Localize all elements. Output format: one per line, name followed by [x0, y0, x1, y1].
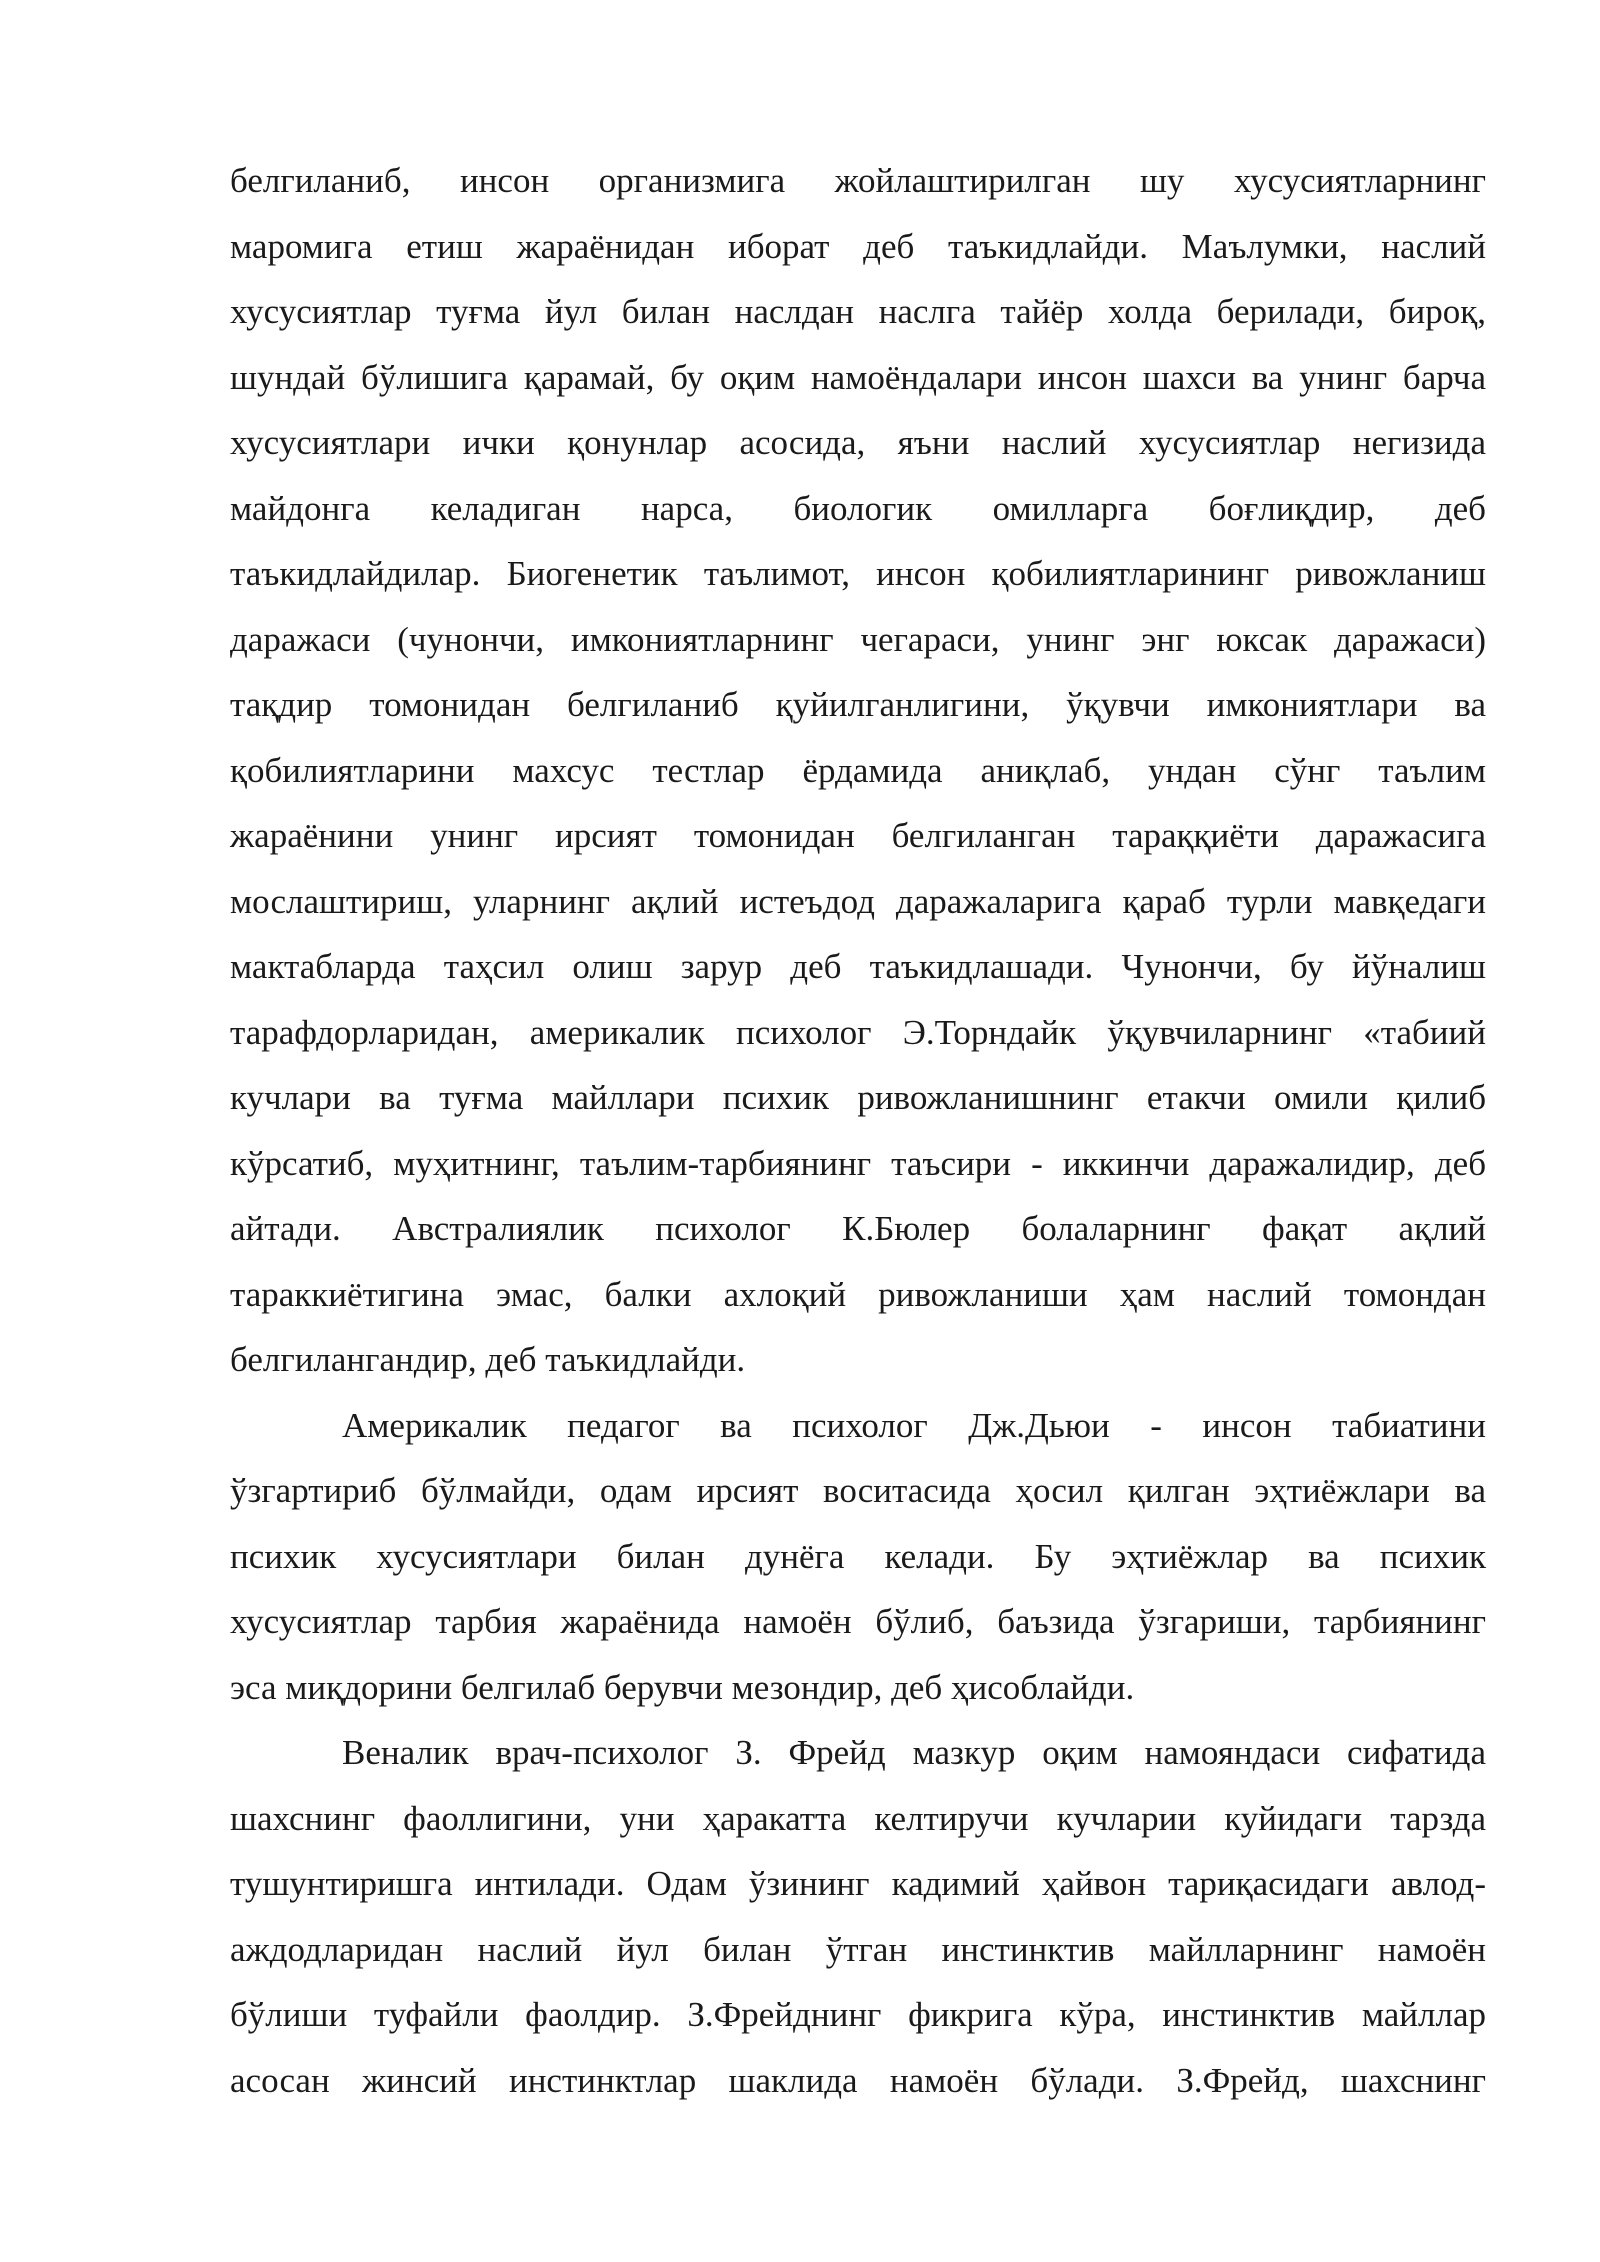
text-line: ўзгартириб бўлмайди, одам ирсият воситасида ҳосил қилган эҳтиёжлари ва: [230, 1471, 1486, 1510]
text-line: жараёнини унинг ирсият томонидан белгиланган тараққиёти даражасига: [230, 816, 1486, 855]
text-line: кўрсатиб, муҳитнинг, таълим-тарбиянинг таъсири - иккинчи даражалидир, деб: [230, 1143, 1486, 1183]
text-line: мослаштириш, уларнинг ақлий истеъдод даражаларига қараб турли мавқедаги: [230, 881, 1486, 921]
text-line: Веналик врач-психолог З. Фрейд мазкур оқим намояндаси сифатида: [342, 1733, 1486, 1772]
text-line: психик хусусиятлари билан дунёга келади. Бу эҳтиёжлар ва психик: [230, 1536, 1486, 1576]
text-line: кучлари ва туғма майллари психик ривожланишнинг етакчи омили қилиб: [230, 1078, 1486, 1117]
text-line: тараккиётигина эмас, балки ахлоқий ривожланиши ҳам наслий томондан: [230, 1274, 1486, 1314]
text-line: эса миқдорини белгилаб берувчи мезондир, деб ҳисоблайди.: [230, 1667, 1135, 1707]
text-line: қобилиятларини махсус тестлар ёрдамида аниқлаб, ундан сўнг таълим: [230, 750, 1486, 790]
text-line: мактабларда таҳсил олиш зарур деб таъкидлашади. Чунончи, бу йўналиш: [230, 947, 1486, 986]
text-line: бўлиши туфайли фаолдир. З.Фрейднинг фикрига кўра, инстинктив майллар: [230, 1995, 1486, 2034]
text-line: аждодларидан наслий йул билан ўтган инстинктив майлларнинг намоён: [230, 1929, 1486, 1969]
text-line: хусусиятлари ички қонунлар асосида, яъни наслий хусусиятлар негизида: [230, 423, 1486, 462]
body-text: [230, 148, 1486, 2113]
paragraph-1: [230, 148, 1486, 1393]
text-line: айтади. Австралиялик психолог К.Бюлер болаларнинг фақат ақлий: [230, 1209, 1486, 1248]
text-line: даражаси (чунончи, имкониятларнинг чегараси, унинг энг юксак даражаси): [230, 619, 1486, 659]
text-line: маромига етиш жараёнидан иборат деб таъкидлайди. Маълумки, наслий: [230, 226, 1486, 266]
paragraph-2: [230, 1393, 1486, 1721]
text-line: шундай бўлишига қарамай, бу оқим намоёндалари инсон шахси ва унинг барча: [230, 357, 1486, 397]
text-line: шахснинг фаоллигини, уни ҳаракатта келтиручи кучларии куйидаги тарзда: [230, 1798, 1486, 1838]
text-line: белгиланиб, инсон организмига жойлаштирилган шу хусусиятларнинг: [230, 161, 1486, 200]
text-line: тарафдорларидан, америкалик психолог Э.Торндайк ўқувчиларнинг «табиий: [230, 1012, 1486, 1052]
text-line: таъкидлайдилар. Биогенетик таълимот, инсон қобилиятларининг ривожланиш: [230, 554, 1486, 593]
text-line: майдонга келадиган нарса, биологик омилларга боғлиқдир, деб: [230, 488, 1486, 528]
text-line: тақдир томонидан белгиланиб қуйилганлигини, ўқувчи имкониятлари ва: [230, 685, 1486, 724]
text-line: Америкалик педагог ва психолог Дж.Дьюи - инсон табиатини: [342, 1405, 1486, 1445]
text-line: хусусиятлар туғма йул билан наслдан наслга тайёр холда берилади, бироқ,: [230, 292, 1486, 331]
text-line: белгилангандир, деб таъкидлайди.: [230, 1340, 746, 1379]
text-line: тушунтиришга интилади. Одам ўзининг кадимий ҳайвон тариқасидаги авлод-: [230, 1864, 1486, 1903]
text-line: хусусиятлар тарбия жараёнида намоён бўлиб, баъзида ўзгариши, тарбиянинг: [230, 1602, 1486, 1641]
paragraph-3: [230, 1720, 1486, 2113]
text-line: асосан жинсий инстинктлар шаклида намоён бўлади. З.Фрейд, шахснинг: [230, 2060, 1486, 2100]
